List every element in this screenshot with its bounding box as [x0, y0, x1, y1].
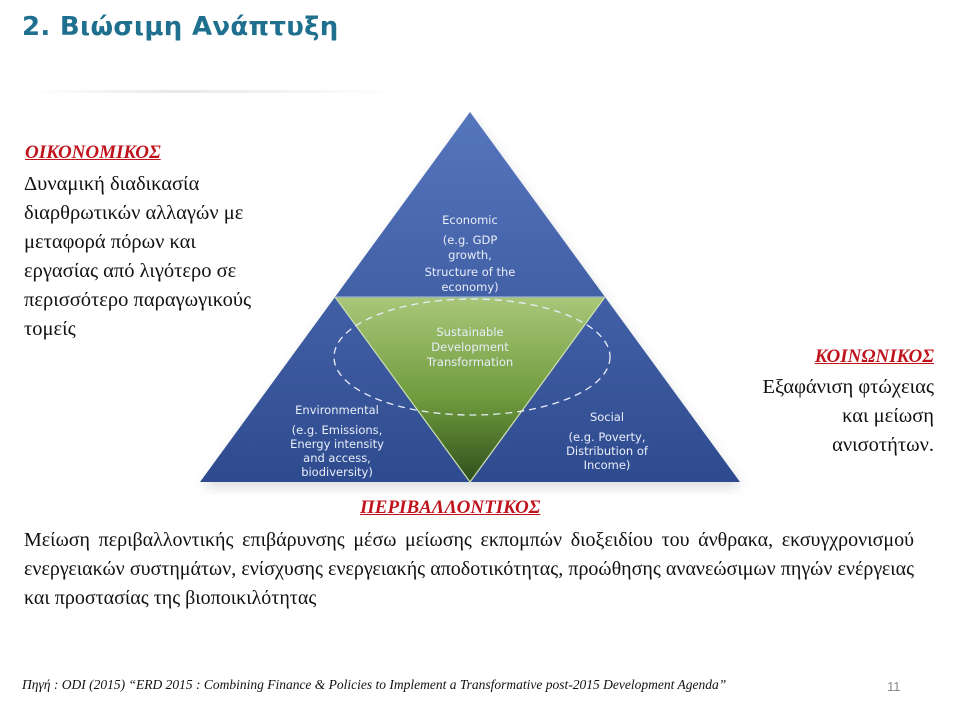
sustainable-development-triangle: [190, 100, 755, 495]
social-label-line: Income): [583, 458, 631, 472]
source-citation: Πηγή : ODI (2015) “ERD 2015 : Combining Finance & Policies to Implement a Transformative post-2015 Development Agenda”: [22, 677, 727, 692]
economic-label-line: (e.g. GDP: [442, 233, 498, 247]
economic-label-line: Economic: [442, 213, 498, 227]
social-label-line: (e.g. Poverty,: [568, 430, 646, 444]
environmental-heading: ΠΕΡΙΒΑΛΛΟΝΤΙΚΟΣ: [360, 497, 541, 518]
environmental-label-line: biodiversity): [301, 465, 373, 479]
environmental-label-line: and access,: [303, 451, 371, 465]
economic-line: εργασίας από λιγότερο σε: [24, 260, 237, 282]
social-label-line: Social: [589, 410, 625, 424]
center-label-line: Transformation: [426, 355, 514, 369]
center-label-line: Sustainable: [436, 325, 504, 339]
social-label-line: Distribution of: [566, 444, 648, 458]
environmental-label-line: (e.g. Emissions,: [291, 423, 383, 437]
social-description: [694, 373, 934, 460]
social-line: και μείωση: [842, 405, 934, 427]
social-line: Εξαφάνιση φτώχειας: [762, 376, 934, 398]
economic-line: περισσότερο παραγωγικούς: [24, 289, 252, 311]
economic-label-line: economy): [441, 280, 499, 294]
economic-line: διαρθρωτικών αλλαγών με: [24, 202, 244, 224]
page-number: 11: [887, 679, 901, 694]
decorative-divider: [30, 90, 400, 93]
economic-line: μεταφορά πόρων και: [24, 231, 196, 253]
economic-label-line: growth,: [448, 248, 492, 262]
environmental-label-line: Environmental: [295, 403, 379, 417]
environmental-label-line: Energy intensity: [290, 437, 384, 451]
economic-label-line: Structure of the: [424, 265, 516, 279]
slide-title: 2. Βιώσιμη Ανάπτυξη: [22, 12, 339, 42]
social-line: ανισοτήτων.: [832, 434, 934, 456]
economic-line: Δυναμική διαδικασία: [24, 173, 200, 195]
economic-heading: ΟΙΚΟΝΟΜΙΚΟΣ: [25, 142, 161, 163]
environmental-description: Μείωση περιβαλλοντικής επιβάρυνσης μέσω μείωσης εκπομπών διοξειδίου του άνθρακα, εκσυγχρονισμού ενεργειακών συστημάτων, ενίσχυσης ενεργειακής αποδοτικότητας, προώθησης ανανεώσιμων πηγών ενέργειας και προστασίας της βιοποικιλότητας: [24, 529, 914, 609]
economic-line: τομείς: [24, 318, 76, 340]
social-heading: ΚΟΙΝΩΝΙΚΟΣ: [814, 346, 934, 367]
center-label-line: Development: [431, 340, 509, 354]
